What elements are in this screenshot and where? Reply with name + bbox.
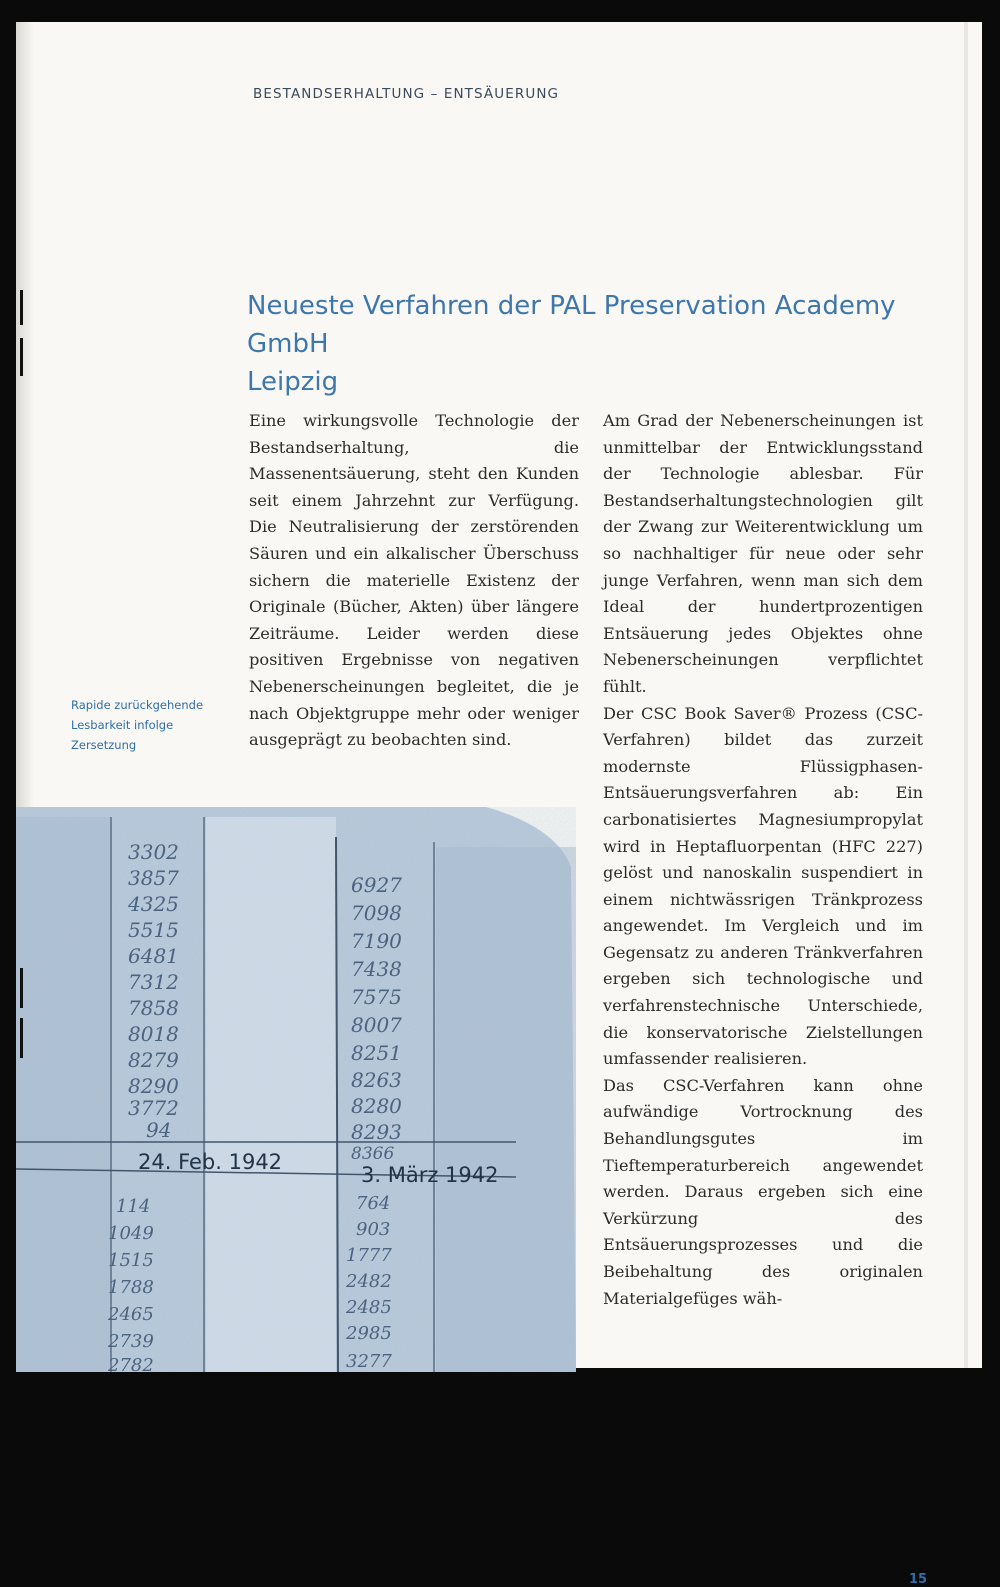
ledger-number: 8007 (351, 1013, 402, 1037)
book-page (16, 22, 982, 1587)
ledger-number: 8251 (351, 1041, 402, 1065)
column1-paragraph: Eine wirkungsvolle Technologie der Bestandserhaltung, die Massenentsäuerung, steht den Kunden seit einem Jahrzehnt zur Verfügung. Die Neutralisierung der zerstörenden Säuren und ein alkalischer Überschuss sichern die materielle Existenz der Originale (Bücher, Akten) über längere Zeiträume. Leider werden diese positiven Ergebnisse von negativen Nebenerscheinungen begleitet, die je nach Objektgruppe mehr oder weniger ausgeprägt zu beobachten sind. (249, 411, 579, 750)
page-edge (964, 22, 968, 1368)
ledger-number: 3302 (128, 840, 179, 864)
ledger-number: 2985 (346, 1323, 392, 1344)
lower-left-number-column (107, 1196, 154, 1376)
ledger-number: 5515 (128, 918, 179, 942)
ledger-number: 2482 (346, 1271, 392, 1292)
column2-paragraph-2: Der CSC Book Saver® Prozess (CSC-Verfahren) bildet das zurzeit modernste Flüssigphasen-Entsäuerungsverfahren ab: Ein carbonatisiertes Magnesiumpropylat wird in Heptafluorpentan (HFC 227) gelöst und nanoskalin suspendiert in einem nichtwässrigen Tränkprozess angewendet. Im Vergleich und im Gegensatz zu anderen Tränkverfahren ergeben sich technologische und verfahrenstechnische Unterschiede, die konservatorische Zielstellungen umfassender realisieren. (603, 703, 923, 1069)
image-caption: Rapide zurückgehende Lesbarkeit infolge Zersetzung (71, 698, 204, 752)
margin-mark (20, 290, 23, 325)
ledger-number: 8290 (128, 1074, 179, 1098)
ledger-number: 94 (146, 1118, 172, 1142)
ledger-number: 1788 (108, 1277, 154, 1298)
date-stamp-left: 24. Feb. 1942 (138, 1150, 283, 1174)
ledger-number: 7098 (351, 901, 402, 925)
margin-mark (20, 1018, 23, 1058)
ledger-number: 114 (116, 1196, 151, 1217)
ledger-number: 8018 (128, 1022, 179, 1046)
left-number-column (127, 840, 179, 1142)
ledger-number: 8366 (351, 1144, 395, 1164)
ledger-number: 7190 (351, 929, 402, 953)
ledger-number: 2782 (108, 1355, 154, 1376)
ledger-number: 8280 (351, 1094, 402, 1118)
page-right-column-band (436, 847, 576, 1372)
ledger-number: 2485 (346, 1297, 392, 1318)
title-line-2: Leipzig (247, 367, 339, 397)
article-title (247, 287, 967, 401)
ledger-number: 1515 (108, 1250, 154, 1271)
page-left-column-band (16, 817, 111, 1372)
ledger-number: 1777 (346, 1245, 392, 1266)
page-middle-column-band (206, 817, 336, 1372)
column2-paragraph-3: Das CSC-Verfahren kann ohne aufwändige Vortrocknung des Behandlungsgutes im Tieftemperaturbereich angewendet werden. Daraus ergeben sich eine Verkürzung des Entsäuerungsprozesses und die Beibehaltung des originalen Materialgefüges wäh- (603, 1075, 923, 1308)
column2-paragraph-1: Am Grad der Nebenerscheinungen ist unmittelbar der Entwicklungsstand der Technologie ablesbar. Für Bestandserhaltungstechnologien gilt der Zwang zur Weiterentwicklung um so nachhaltiger für neue oder sehr junge Verfahren, wenn man sich dem Ideal der hundertprozentigen Entsäuerung jedes Objektes ohne Nebenerscheinungen verpflichtet fühlt. (603, 411, 923, 696)
ledger-number: 8279 (128, 1048, 179, 1072)
page-number: 15 (909, 1572, 928, 1587)
ledger-photo (16, 797, 590, 1376)
ledger-number: 7438 (351, 957, 402, 981)
date-stamp-right: 3. März 1942 (361, 1163, 499, 1187)
ledger-number: 2465 (108, 1304, 154, 1325)
ledger-number: 4325 (128, 892, 179, 916)
ledger-number: 7312 (128, 970, 179, 994)
margin-mark (20, 968, 23, 1008)
ledger-number: 3857 (128, 866, 179, 890)
ledger-number: 6481 (128, 944, 179, 968)
ledger-number: 3772 (128, 1096, 179, 1120)
ledger-number: 6927 (351, 873, 402, 897)
ledger-number: 764 (356, 1193, 391, 1214)
margin-mark (20, 338, 23, 376)
ledger-number: 3277 (346, 1351, 392, 1372)
ledger-number: 7575 (351, 985, 402, 1009)
right-number-column (351, 873, 402, 1164)
ledger-number: 1049 (108, 1223, 154, 1244)
title-line-1: Neueste Verfahren der PAL Preservation Academy GmbH (247, 291, 896, 359)
ledger-number: 8293 (351, 1120, 402, 1144)
ledger-number: 7858 (128, 996, 179, 1020)
text-column-1 (249, 408, 579, 754)
ledger-number: 8263 (351, 1068, 402, 1092)
section-label: BESTANDSERHALTUNG – ENTSÄUERUNG (253, 86, 560, 102)
text-column-2 (603, 408, 923, 1312)
ledger-number: 903 (356, 1219, 391, 1240)
ledger-number: 2739 (108, 1331, 154, 1352)
